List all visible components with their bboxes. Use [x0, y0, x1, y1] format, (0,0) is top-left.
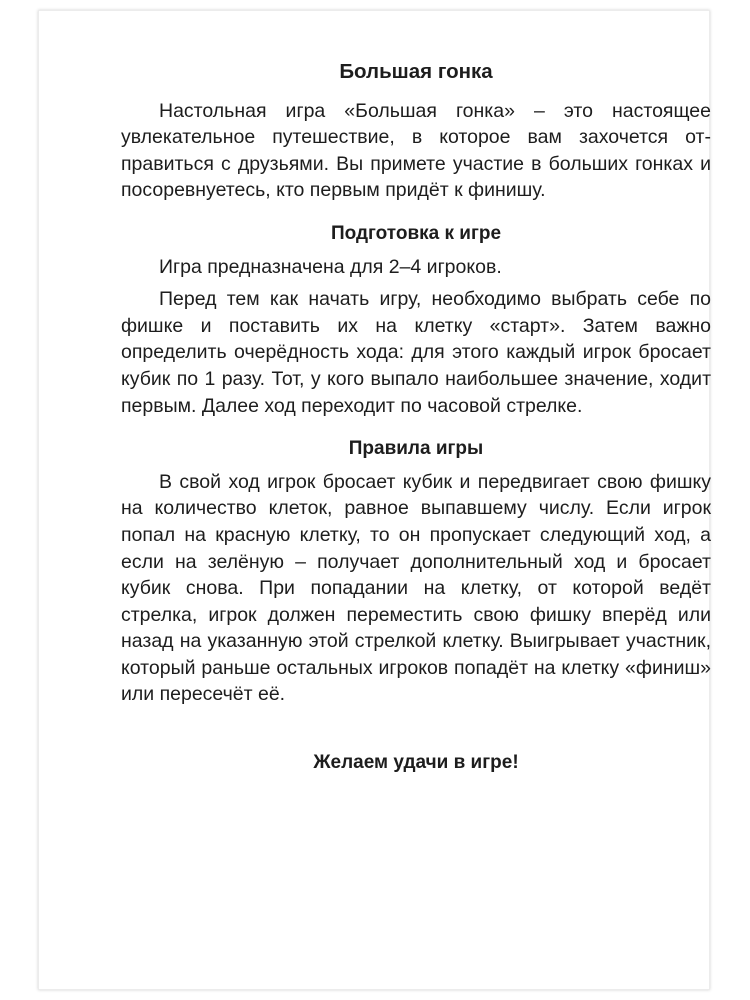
closing-wish: Желаем удачи в игре!	[313, 752, 519, 774]
rules-paragraph: В свой ход игрок бросает кубик и передвигает свою фишку на количество клеток, равное выпавшему числу. Если игрок попал на красную клетку, то он пропускает следующий ход, а если на зелёную – получает дополнительный ход и бросает кубик снова. При попадании на клетку, от которой ведёт стрелка, игрок должен переместить свою фишку вперёд или назад на указанную этой стрелкой клетку. Выигрывает участник, который раньше остальных игроков попадёт на клетку «финиш» или пересечёт её.	[121, 470, 711, 706]
players-count-paragraph: Игра предназначена для 2–4 игроков.	[159, 255, 502, 278]
preparation-heading: Подготовка к игре	[330, 222, 502, 244]
setup-paragraph: Перед тем как начать игру, необходимо выбрать себе по фишке и поставить их на клетку «старт». Затем важно определить очерёдность хода: для этого каждый игрок бросает кубик по 1 разу. Тот, у кого выпало наибольшее значение, ходит первым. Далее ход переходит по часовой стрелке.	[121, 288, 711, 417]
document-title: Большая гонка	[339, 60, 493, 83]
rules-card	[38, 10, 710, 990]
intro-paragraph: Настольная игра «Большая гонка» – это настоящее увлекательное путешествие, в которое вам захочется отправиться с друзьями. Вы примете участие в больших гонках и посоревнуетесь, кто первым придёт к финишу.	[121, 99, 711, 202]
rules-content	[121, 59, 711, 777]
rules-heading: Правила игры	[348, 438, 484, 460]
